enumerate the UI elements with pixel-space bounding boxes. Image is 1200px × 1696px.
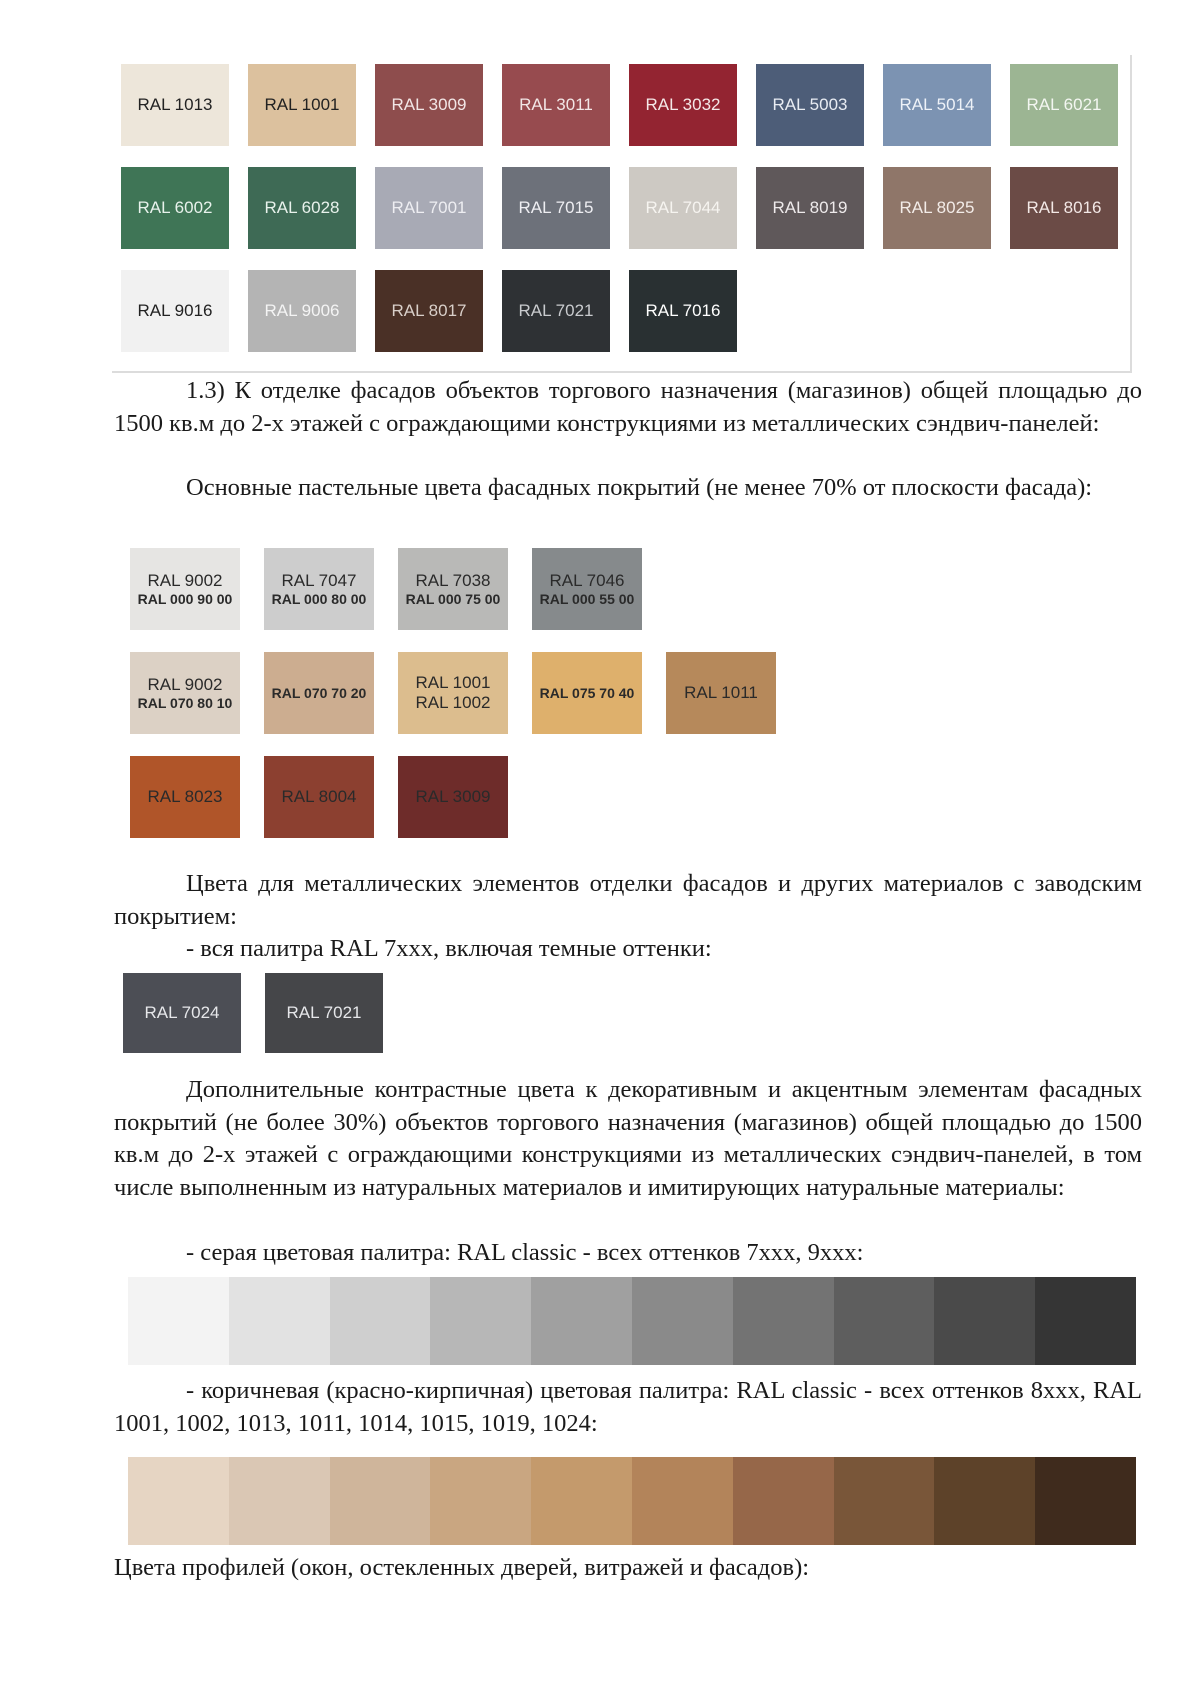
color-swatch <box>121 270 229 352</box>
swatch-sublabel: RAL 000 75 00 <box>405 590 501 607</box>
gray-shade <box>229 1277 330 1365</box>
swatch-label: RAL 1011 <box>684 683 758 703</box>
swatch-label: RAL 7001 <box>391 198 467 218</box>
swatch-label: RAL 9016 <box>137 301 213 321</box>
swatch-label: RAL 1013 <box>137 95 213 115</box>
swatch-label: RAL 7024 <box>144 1003 220 1023</box>
paragraph-2-text: Основные пастельные цвета фасадных покрытий (не менее 70% от плоскости фасада): <box>186 474 1093 501</box>
paragraph-6 <box>114 1237 1142 1270</box>
gray-shade <box>834 1277 935 1365</box>
paragraph-5-text: Дополнительные контрастные цвета к декоративным и акцентным элементам фасадных покрытий (не более 30%) объектов торгового назначения (магазинов) общей площадью до 1500 кв.м до 2-х этажей с ограждающими конструкциями из металлических сэндвич-панелей, в том числе выполненным из натуральных материалов и имитирующих натуральные материалы: <box>114 1076 1142 1201</box>
color-swatch <box>130 756 240 838</box>
brown-gradient-strip <box>128 1457 1136 1545</box>
paragraph-7-text: - коричневая (красно-кирпичная) цветовая палитра: RAL classic - всех оттенков 8ххх, RAL 1001, 1002, 1013, 1011, 1014, 1015, 1019, 1024: <box>114 1377 1142 1437</box>
color-swatch <box>375 64 483 146</box>
swatch-label: RAL 5014 <box>899 95 975 115</box>
color-swatch <box>398 548 508 630</box>
color-swatch <box>883 64 991 146</box>
brown-shade <box>934 1457 1035 1545</box>
brown-shade <box>330 1457 431 1545</box>
color-swatch <box>502 167 610 249</box>
paragraph-3 <box>114 868 1142 933</box>
swatch-label: RAL 6002 <box>137 198 213 218</box>
swatch-label: RAL 070 70 20 <box>271 684 367 701</box>
color-swatch <box>130 548 240 630</box>
paragraph-2 <box>114 472 1142 505</box>
paragraph-1 <box>114 375 1142 440</box>
paragraph-7 <box>114 1375 1142 1440</box>
brown-shade <box>229 1457 330 1545</box>
color-swatch <box>532 652 642 734</box>
swatch-label: RAL 8016 <box>1026 198 1102 218</box>
swatch-label: RAL 8023 <box>147 787 223 807</box>
swatch-label: RAL 7046 <box>549 571 625 591</box>
swatch-label: RAL 1001 <box>264 95 340 115</box>
color-swatch <box>265 973 383 1053</box>
swatch-label: RAL 7047 <box>281 571 357 591</box>
swatch-label: RAL 7038 <box>415 571 491 591</box>
gray-shade <box>733 1277 834 1365</box>
swatch-label: RAL 5003 <box>772 95 848 115</box>
color-swatch <box>629 64 737 146</box>
swatch-label: RAL 8019 <box>772 198 848 218</box>
color-swatch <box>756 167 864 249</box>
paragraph-5 <box>114 1074 1142 1204</box>
swatch-label: RAL 9002 <box>147 675 223 695</box>
paragraph-6-text: - серая цветовая палитра: RAL classic - всех оттенков 7ххх, 9ххх: <box>186 1239 864 1266</box>
color-swatch <box>248 167 356 249</box>
swatch-sublabel: RAL 070 80 10 <box>137 694 233 711</box>
swatch-label: RAL 7016 <box>645 301 721 321</box>
brown-shade <box>430 1457 531 1545</box>
color-swatch <box>121 167 229 249</box>
swatch-label: RAL 8025 <box>899 198 975 218</box>
gray-shade <box>128 1277 229 1365</box>
color-swatch <box>1010 64 1118 146</box>
color-swatch <box>629 270 737 352</box>
gray-shade <box>330 1277 431 1365</box>
brown-shade <box>834 1457 935 1545</box>
swatch-sublabel: RAL 000 55 00 <box>539 590 635 607</box>
swatch-label: RAL 7015 <box>518 198 594 218</box>
paragraph-4 <box>114 933 1142 966</box>
gray-shade <box>934 1277 1035 1365</box>
color-swatch <box>375 167 483 249</box>
gray-shade <box>632 1277 733 1365</box>
paragraph-1-text: 1.3) К отделке фасадов объектов торгового назначения (магазинов) общей площадью до 1500 кв.м до 2-х этажей с ограждающими конструкциями из металлических сэндвич-панелей: <box>114 377 1142 437</box>
color-swatch <box>248 64 356 146</box>
swatch-label: RAL 8004 <box>281 787 357 807</box>
color-swatch <box>123 973 241 1053</box>
swatch-label: RAL 6028 <box>264 198 340 218</box>
color-swatch <box>398 756 508 838</box>
swatch-sublabel: RAL 000 90 00 <box>137 590 233 607</box>
color-swatch <box>264 652 374 734</box>
paragraph-4-text: - вся палитра RAL 7ххх, включая темные оттенки: <box>186 935 712 962</box>
brown-shade <box>733 1457 834 1545</box>
swatch-label: RAL 1001 <box>415 673 491 693</box>
brown-shade <box>531 1457 632 1545</box>
swatch-label: RAL 7021 <box>286 1003 362 1023</box>
swatch-label: RAL 9006 <box>264 301 340 321</box>
swatch-label: RAL 7021 <box>518 301 594 321</box>
color-swatch <box>398 652 508 734</box>
swatch-sublabel: RAL 1002 <box>415 693 491 712</box>
swatch-label: RAL 8017 <box>391 301 467 321</box>
gray-shade <box>531 1277 632 1365</box>
color-swatch <box>629 167 737 249</box>
swatch-label: RAL 3011 <box>519 95 593 115</box>
color-swatch <box>1010 167 1118 249</box>
color-swatch <box>130 652 240 734</box>
color-swatch <box>264 756 374 838</box>
color-swatch <box>264 548 374 630</box>
gray-shade <box>430 1277 531 1365</box>
swatch-label: RAL 3009 <box>391 95 467 115</box>
color-swatch <box>756 64 864 146</box>
swatch-sublabel: RAL 000 80 00 <box>271 590 367 607</box>
paragraph-8 <box>114 1552 1142 1585</box>
color-swatch <box>502 270 610 352</box>
color-swatch <box>666 652 776 734</box>
swatch-label: RAL 6021 <box>1026 95 1102 115</box>
color-swatch <box>121 64 229 146</box>
paragraph-8-text: Цвета профилей (окон, остекленных дверей, витражей и фасадов): <box>114 1554 810 1581</box>
brown-shade <box>1035 1457 1136 1545</box>
gray-shade <box>1035 1277 1136 1365</box>
swatch-label: RAL 7044 <box>645 198 721 218</box>
color-swatch <box>248 270 356 352</box>
color-swatch <box>532 548 642 630</box>
color-swatch <box>502 64 610 146</box>
swatch-label: RAL 075 70 40 <box>539 684 635 701</box>
color-swatch <box>375 270 483 352</box>
swatch-label: RAL 9002 <box>147 571 223 591</box>
gray-gradient-strip <box>128 1277 1136 1365</box>
brown-shade <box>128 1457 229 1545</box>
swatch-label: RAL 3032 <box>645 95 721 115</box>
color-swatch <box>883 167 991 249</box>
swatch-label: RAL 3009 <box>415 787 491 807</box>
brown-shade <box>632 1457 733 1545</box>
paragraph-3-text: Цвета для металлических элементов отделки фасадов и других материалов с заводским покрытием: <box>114 870 1142 930</box>
